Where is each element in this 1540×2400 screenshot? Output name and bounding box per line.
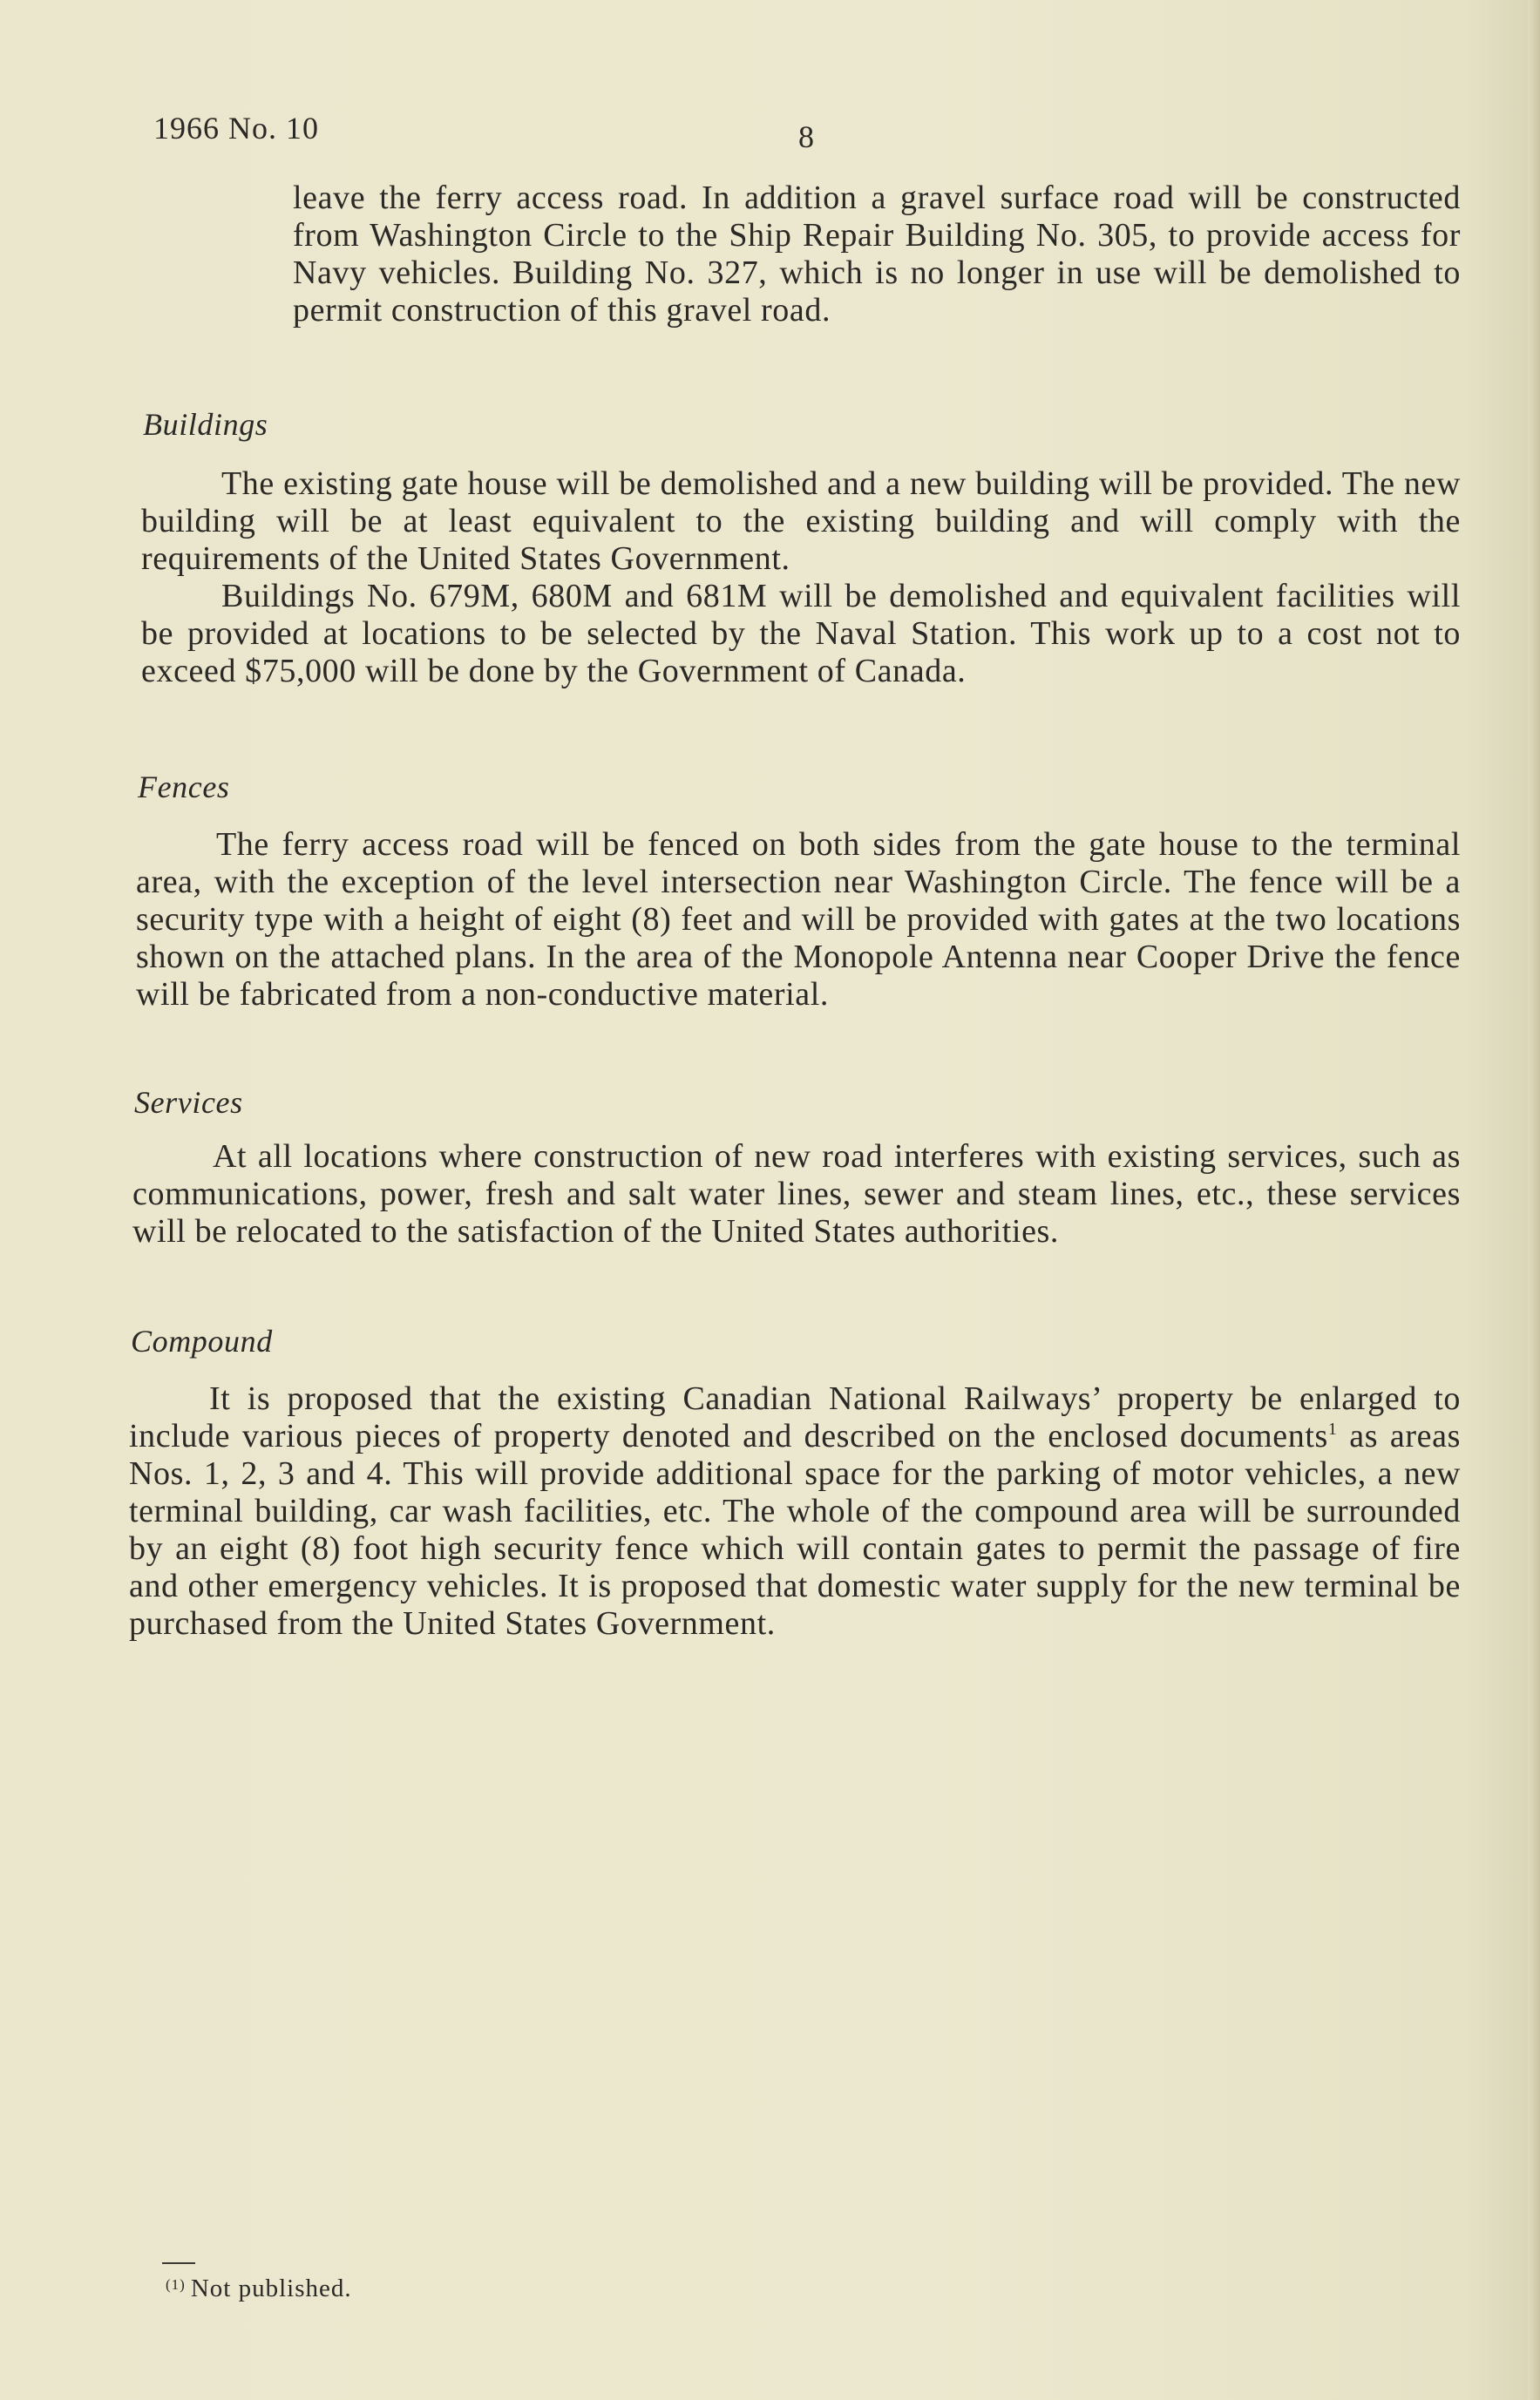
intro-paragraph: [293, 180, 1461, 329]
compound-paragraph-1: [129, 1380, 1461, 1643]
buildings-paragraph-2: Buildings No. 679M, 680M and 681M will be demolished and equivalent facilities will be provided at locations to be selected by the Naval Station. This work up to a cost not to exceed $75,000 will be done by the Government of Canada.: [141, 578, 1461, 689]
section-heading-buildings: Buildings: [143, 407, 268, 442]
section-heading-compound: Compound: [131, 1324, 273, 1359]
footnote-text: Not published.: [190, 2275, 352, 2302]
page-binding-edge: [1528, 0, 1540, 2400]
fences-paragraph-1: The ferry access road will be fenced on both sides from the gate house to the terminal area, with the exception of the level intersection near Washington Circle. The fence will be a security type with a height of eight (8) feet and will be provided with gates at the two locations shown on the attached plans. In the area of the Monopole Antenna near Cooper Drive the fence will be fabricated from a non-conductive material.: [136, 826, 1461, 1013]
compound-text-part-1: It is proposed that the existing Canadian National Railways’ property be enlarged to include various pieces of property denoted and described on the enclosed documents: [129, 1380, 1461, 1454]
section-body-fences: [136, 826, 1461, 1014]
services-paragraph-1: At all locations where construction of new road interferes with existing services, such as communications, power, fresh and salt water lines, sewer and steam lines, etc., these services will be relocated to the satisfaction of the United States authorities.: [132, 1138, 1461, 1250]
page-number: 8: [798, 119, 814, 154]
compound-text-part-2: as areas Nos. 1, 2, 3 and 4. This will provide additional space for the parking of motor vehicles, a new terminal building, car wash facilities, etc. The whole of the compound area will be surrounded by an eight (8) foot high security fence which will contain gates to permit the passage of fire and other emergency vehicles. It is proposed that domestic water supply for the new terminal be purchased from the United States Government.: [129, 1418, 1461, 1642]
section-heading-services: Services: [134, 1085, 243, 1120]
section-body-buildings: [141, 465, 1461, 690]
section-body-compound: [129, 1380, 1461, 1643]
buildings-paragraph-1: The existing gate house will be demolished and a new building will be provided. The new building will be at least equivalent to the existing building and will comply with the requirements of the United States Government.: [141, 465, 1461, 577]
intro-text: leave the ferry access road. In addition a gravel surface road will be constructed from Washington Circle to the Ship Repair Building No. 305, to provide access for Navy vehicles. Building No. 327, which is no longer in use will be demolished to permit construction of this gravel road.: [293, 180, 1461, 329]
section-heading-fences: Fences: [138, 769, 230, 804]
section-body-services: [132, 1138, 1461, 1251]
footnote-mark: (1): [166, 2276, 186, 2293]
footnote-separator: [162, 2262, 195, 2264]
footnote: [166, 2275, 352, 2303]
footnote-reference: 1: [1327, 1420, 1338, 1439]
issue-header: 1966 No. 10: [153, 111, 319, 146]
